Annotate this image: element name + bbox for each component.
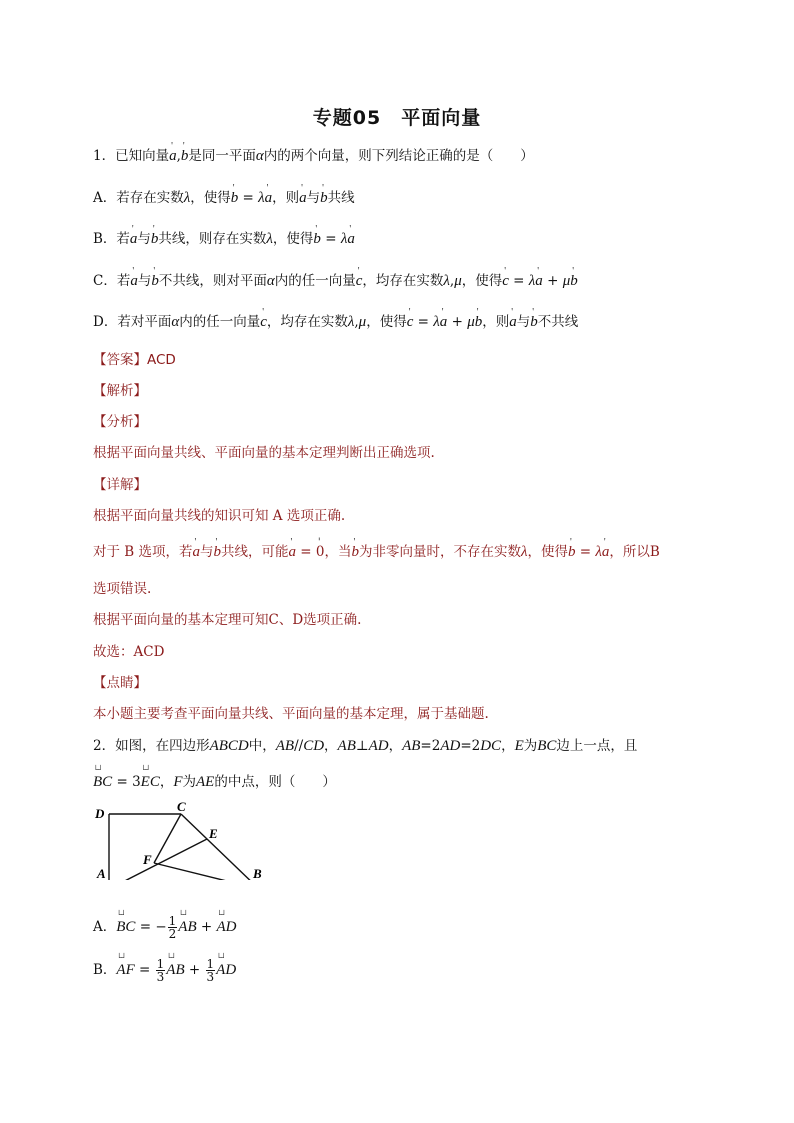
label-e: E xyxy=(209,826,218,841)
q1-answer: 【答案】ACD xyxy=(93,352,176,368)
q1-fenxi-heading: 【分析】 xyxy=(93,414,147,430)
q1-choice: 故选：ACD xyxy=(93,644,165,660)
page-title: 专题05 平面向量 xyxy=(312,107,482,129)
q2-option-b: B．└┘ AF = $\frac{1}{3}$ └┘ AB + $\frac{1}{3}$ └┘ AD xyxy=(93,958,236,983)
label-a: A xyxy=(97,866,106,880)
q1-fenxi-text: 根据平面向量共线、平面向量的基本定理判断出正确选项. xyxy=(93,445,435,461)
q1-comment-heading: 【点睛】 xyxy=(93,675,147,691)
q2-stem-line1: 2．如图，在四边形ABCD中，AB//CD，AB⊥AD，AB=2AD=2DC，E为BC边上一点，且 xyxy=(93,738,638,754)
q1-detail-line4: 根据平面向量的基本定理可知C、D选项正确. xyxy=(93,612,362,628)
label-d: D xyxy=(95,806,105,821)
segment-cf xyxy=(154,814,181,863)
q1-stem: 1．已知向量' a,' b是同一平面α内的两个向量，则下列结论正确的是（ ） xyxy=(93,146,534,166)
label-c: C xyxy=(177,800,186,814)
q2-option-a: A．└┘ BC = − $\frac{1}{2}$ └┘ AB + └┘ AD xyxy=(93,915,237,940)
segment-fb xyxy=(154,863,259,880)
quadrilateral-figure xyxy=(93,800,273,880)
q1-comment-text: 本小题主要考查平面向量共线、平面向量的基本定理，属于基础题. xyxy=(93,706,489,722)
q1-option-a: A．若存在实数λ，使得' b = λ' a，则' a与' b共线 xyxy=(93,188,355,208)
q1-option-b: B．若' a与' b共线，则存在实数λ，使得' b = λ' a xyxy=(93,229,355,249)
label-f: F xyxy=(143,852,152,867)
q1-detail-heading: 【详解】 xyxy=(93,477,147,493)
q1-detail-line3: 选项错误. xyxy=(93,581,152,597)
segment-ae xyxy=(109,839,207,880)
q1-detail-line2: 对于 B 选项，若' a与' b共线，可能' a = ' 0，当' b为非零向量时，不存在实数λ，使得' b = λ' a，所以B xyxy=(93,542,660,562)
label-b: B xyxy=(253,866,262,880)
q1-option-d: D．若对平面α内的任一向量' c，均存在实数λ,μ，使得' c = λ' a + μ' b，则' a与' b不共线 xyxy=(93,312,578,332)
q1-detail-line1: 根据平面向量共线的知识可知 A 选项正确. xyxy=(93,508,346,524)
q1-analysis-heading: 【解析】 xyxy=(93,383,147,399)
q2-stem-line2: └┘ BC = 3└┘ EC，F为AE的中点，则（ ） xyxy=(93,772,336,792)
q1-option-c: C．若' a与' b不共线，则对平面α内的任一向量' c，均存在实数λ,μ，使得' c = λ' a + μ' b xyxy=(93,271,578,291)
